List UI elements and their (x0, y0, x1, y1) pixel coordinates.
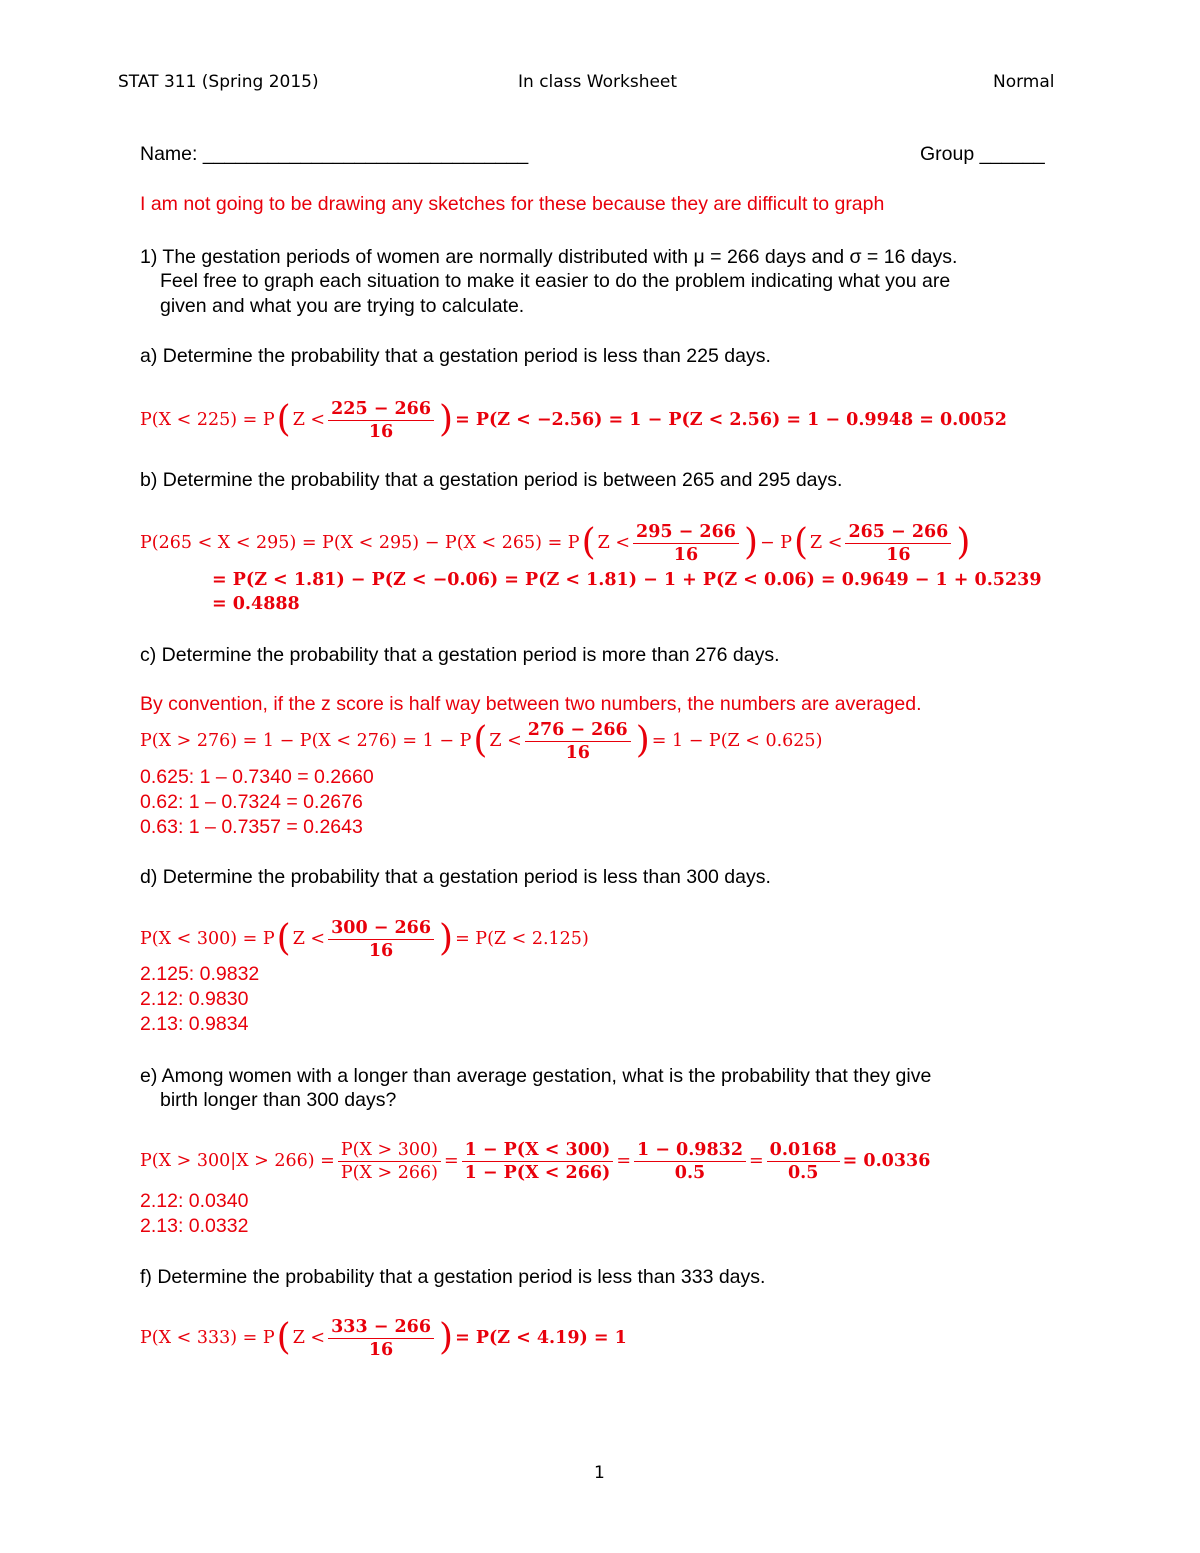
course-header: STAT 311 (Spring 2015) (118, 72, 319, 92)
convention-note: By convention, if the z score is half way between two numbers, the numbers are averaged. (140, 693, 922, 715)
solution-c-z: Z < (489, 731, 522, 751)
solution-f-z: Z < (292, 1328, 326, 1348)
group-field: Group ______ (920, 143, 1045, 165)
solution-b-mid: − P (759, 533, 792, 553)
solution-b-line2-text: = P(Z < 1.81) − P(Z < −0.06) = P(Z < 1.81) − 1 + P(Z < 0.06) = 0.9649 − 1 + 0.5239 (212, 570, 1042, 590)
page-number: 1 (594, 1463, 605, 1483)
solution-b-denominator2: 16 (886, 544, 911, 565)
solution-e-equals3: = (749, 1151, 764, 1171)
solution-e-numerator3: 1 − 0.9832 (634, 1140, 746, 1162)
solution-c-result2: 0.62: 1 – 0.7324 = 0.2676 (140, 791, 363, 813)
solution-f-fraction (328, 1317, 434, 1360)
solution-b-numerator2: 265 − 266 (845, 522, 951, 544)
solution-e-equals2: = (616, 1151, 631, 1171)
solution-a-denominator: 16 (368, 421, 394, 442)
problem-statement-line2: Feel free to graph each situation to make it easier to do the problem indicating what you are (160, 270, 951, 292)
solution-b-line3 (212, 592, 300, 616)
solution-c: P(X > 276) = 1 − P(X < 276) = 1 − P ( Z < $\frac{276 - 266}{16}$ ) = 1 − P(Z < 0.625) (140, 719, 823, 763)
solution-a-rhs: = P(Z < −2.56) = 1 − P(Z < 2.56) = 1 − 0.9948 = 0.0052 (455, 410, 1007, 430)
solution-f: P(X < 333) = P ( Z < $\frac{333 - 266}{16}$ ) = P(Z < 4.19) = 1 (140, 1316, 627, 1360)
solution-d-fraction (328, 918, 434, 961)
question-a: a) Determine the probability that a gestation period is less than 225 days. (140, 345, 771, 367)
problem-statement-line3: given and what you are trying to calculate. (160, 295, 525, 317)
solution-c-numerator: 276 − 266 (525, 720, 631, 742)
solution-c-result3: 0.63: 1 – 0.7357 = 0.2643 (140, 816, 363, 838)
question-d: d) Determine the probability that a gestation period is less than 300 days. (140, 866, 771, 888)
solution-a-numerator: 225 − 266 (328, 399, 434, 421)
solution-d-result1: 2.125: 0.9832 (140, 963, 260, 985)
solution-e-fraction2 (462, 1140, 614, 1183)
solution-c-lhs: P(X > 276) = 1 − P(X < 276) = 1 − P (140, 731, 472, 751)
solution-e (140, 1136, 930, 1186)
solution-b-result: = 0.4888 (212, 594, 300, 614)
solution-c-rhs: = 1 − P(Z < 0.625) (651, 731, 823, 751)
question-e-line2: birth longer than 300 days? (160, 1089, 397, 1111)
solution-a: P(X < 225) = P ( Z < $\frac{225 - 266}{16}$ ) = P(Z < −2.56) = 1 − P(Z < 2.56) = 1 − 0.9948 = 0.0052 (140, 398, 1007, 442)
solution-c-result1: 0.625: 1 – 0.7340 = 0.2660 (140, 766, 374, 788)
solution-d-result2: 2.12: 0.9830 (140, 988, 249, 1010)
worksheet-title: In class Worksheet (518, 72, 678, 92)
solution-c-denominator: 16 (565, 742, 590, 763)
problem-statement-line1: 1) The gestation periods of women are normally distributed with μ = 266 days and σ = 16 days. (140, 246, 958, 268)
solution-d-rhs: = P(Z < 2.125) (455, 929, 589, 949)
solution-f-lhs: P(X < 333) = P (140, 1328, 275, 1348)
solution-c-fraction (525, 720, 631, 763)
solution-a-z: Z < (292, 410, 326, 430)
instructor-note: I am not going to be drawing any sketches for these because they are difficult to graph (140, 193, 885, 215)
solution-d-denominator: 16 (368, 940, 394, 961)
question-b: b) Determine the probability that a gestation period is between 265 and 295 days. (140, 469, 843, 491)
solution-b-line1: P(265 < X < 295) = P(X < 295) − P(X < 265) = P ( Z < $\frac{295 - 266}{16}$ ) − P ( Z < $\frac{265 - 266}{16}$ ) (140, 521, 971, 565)
solution-f-numerator: 333 − 266 (328, 1317, 434, 1339)
solution-e-denominator1: P(X > 266) (340, 1162, 438, 1183)
solution-d-z: Z < (292, 929, 326, 949)
solution-e-denominator4: 0.5 (787, 1162, 819, 1183)
solution-e-lhs: P(X > 300|X > 266) = (140, 1151, 335, 1171)
solution-d: P(X < 300) = P ( Z < $\frac{300 - 266}{16}$ ) = P(Z < 2.125) (140, 917, 589, 961)
question-c: c) Determine the probability that a gestation period is more than 276 days. (140, 644, 780, 666)
solution-b-line2 (212, 568, 1042, 592)
solution-b-lhs: P(265 < X < 295) = P(X < 295) − P(X < 265) = P (140, 533, 580, 553)
solution-e-result2: 2.13: 0.0332 (140, 1215, 249, 1237)
solution-e-numerator4: 0.0168 (767, 1140, 840, 1162)
solution-d-numerator: 300 − 266 (328, 918, 434, 940)
solution-f-rhs: = P(Z < 4.19) = 1 (455, 1328, 627, 1348)
solution-e-denominator3: 0.5 (674, 1162, 706, 1183)
solution-e-result: = 0.0336 (842, 1151, 931, 1171)
solution-a-fraction (328, 399, 434, 442)
solution-e-result1: 2.12: 0.0340 (140, 1190, 249, 1212)
solution-e-numerator2: 1 − P(X < 300) (462, 1140, 614, 1162)
solution-e-denominator2: 1 − P(X < 266) (464, 1162, 611, 1183)
solution-b-z2: Z < (810, 533, 843, 553)
solution-b-fraction2 (845, 522, 951, 565)
topic-header: Normal (993, 72, 1055, 92)
solution-b-fraction1 (633, 522, 739, 565)
solution-a-lhs: P(X < 225) = P (140, 410, 275, 430)
question-f: f) Determine the probability that a gestation period is less than 333 days. (140, 1266, 766, 1288)
solution-d-lhs: P(X < 300) = P (140, 929, 275, 949)
solution-e-fraction3 (634, 1140, 746, 1183)
solution-d-result3: 2.13: 0.9834 (140, 1013, 249, 1035)
solution-b-z1: Z < (597, 533, 631, 553)
solution-e-fraction1 (338, 1140, 441, 1183)
solution-e-fraction4 (767, 1140, 840, 1183)
solution-e-equals1: = (443, 1151, 459, 1171)
solution-b-numerator1: 295 − 266 (633, 522, 739, 544)
question-e-line1: e) Among women with a longer than average gestation, what is the probability that they give (140, 1065, 932, 1087)
name-field: Name: ______________________________ (140, 143, 529, 165)
solution-e-numerator1: P(X > 300) (338, 1140, 441, 1162)
solution-b-denominator1: 16 (673, 544, 699, 565)
solution-f-denominator: 16 (368, 1339, 394, 1360)
